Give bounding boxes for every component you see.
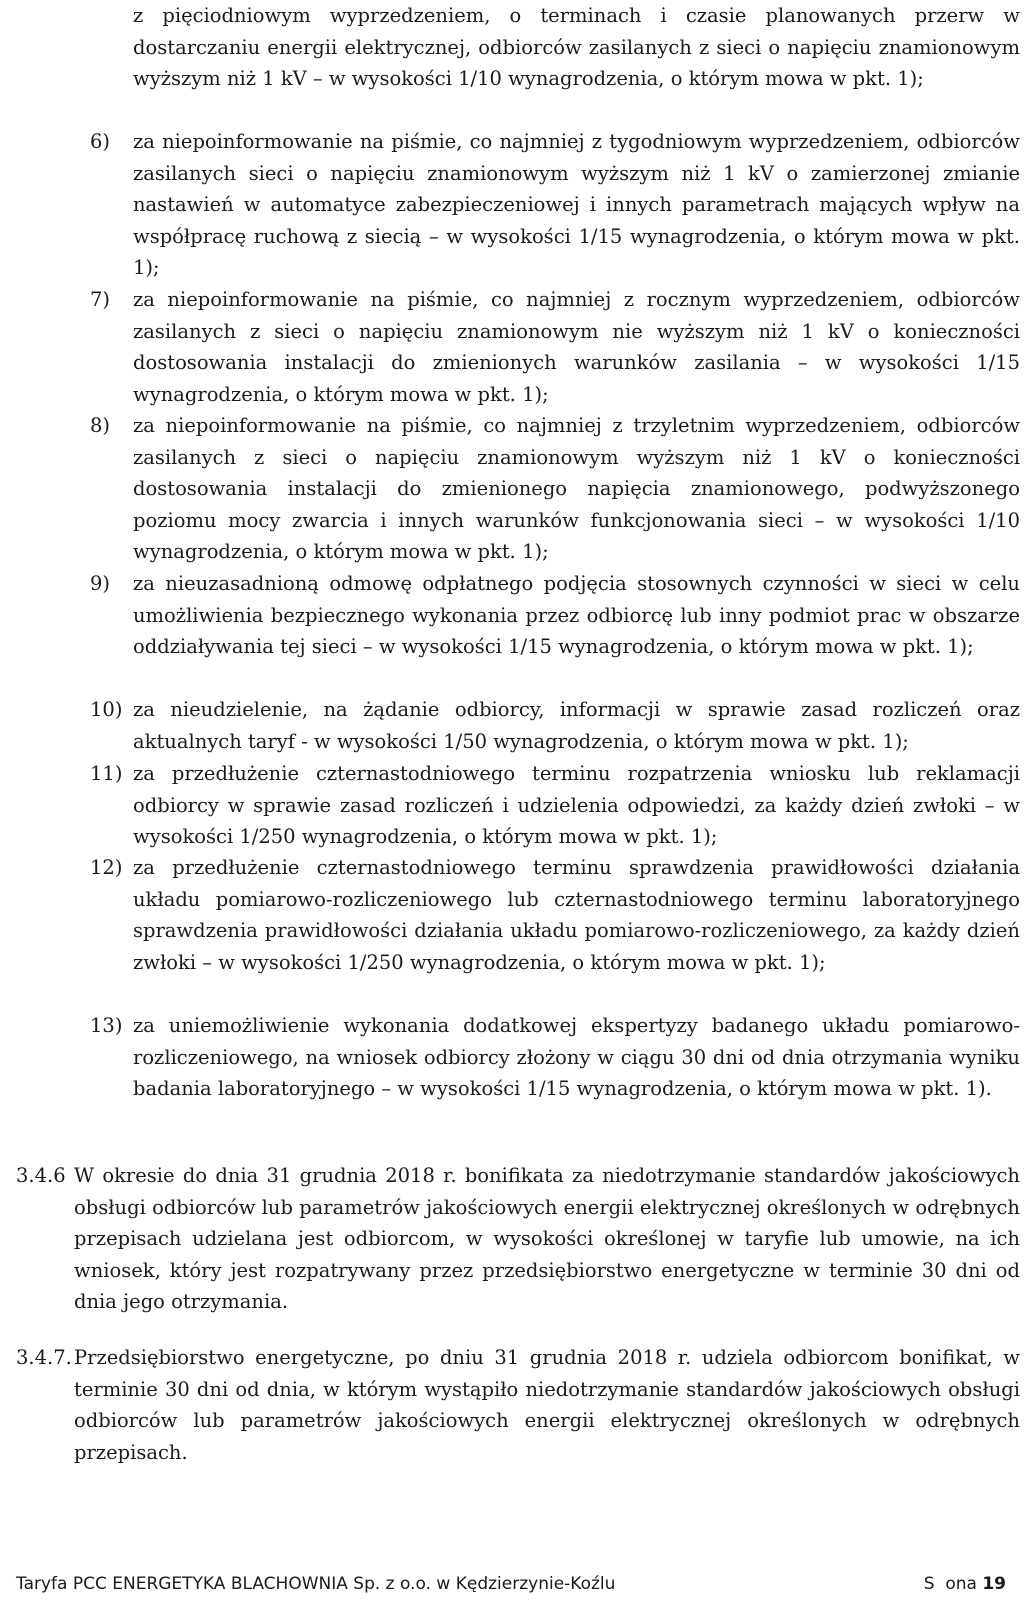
continuation-paragraph: z pięciodniowym wyprzedzeniem, o terminach i czasie planowanych przerw w dostarczaniu energii elektrycznej, odbiorców zasilanych z sieci o napięciu znamionowym wyższym niż 1 kV – w wysokości 1/10 wynagrodzenia, o którym mowa w pkt. 1); bbox=[133, 4, 1020, 90]
footer-page-indicator bbox=[924, 1568, 1006, 1600]
footer-page-number: 19 bbox=[982, 1574, 1006, 1594]
section-number: 3.4.6 bbox=[16, 1164, 66, 1187]
list-item-number: 11) bbox=[90, 762, 123, 785]
list-item-number: 9) bbox=[90, 572, 111, 595]
list-item-text: za uniemożliwienie wykonania dodatkowej ekspertyzy badanego układu pomiarowo-rozliczeniowego, na wniosek odbiorcy złożony w ciągu 30 dni od dnia otrzymania wyniku badania laboratoryjnego – w wysokości 1/15 wynagrodzenia, o którym mowa w pkt. 1). bbox=[133, 1014, 1020, 1100]
list-item-text: za przedłużenie czternastodniowego terminu rozpatrzenia wniosku lub reklamacji odbiorcy w sprawie zasad rozliczeń i udzielenia odpowiedzi, za każdy dzień zwłoki – w wysokości 1/250 wynagrodzenia, o którym mowa w pkt. 1); bbox=[133, 762, 1020, 848]
list-item-text: za nieudzielenie, na żądanie odbiorcy, informacji w sprawie zasad rozliczeń oraz aktualnych taryf - w wysokości 1/50 wynagrodzenia, o którym mowa w pkt. 1); bbox=[133, 698, 1020, 753]
list-item-number: 10) bbox=[90, 698, 123, 721]
list-item-text: za niepoinformowanie na piśmie, co najmniej z tygodniowym wyprzedzeniem, odbiorców zasilanych sieci o napięciu znamionowym wyższym niż 1 kV o zamierzonej zmianie nastawień w automatyce zabezpieczeniowej i innych parametrach mających wpływ na współpracę ruchową z siecią – w wysokości 1/15 wynagrodzenia, o którym mowa w pkt. 1); bbox=[133, 130, 1020, 279]
list-item-number: 7) bbox=[90, 288, 111, 311]
list-item bbox=[90, 758, 1020, 853]
list-item bbox=[90, 852, 1020, 978]
list-item-text: za niepoinformowanie na piśmie, co najmniej z rocznym wyprzedzeniem, odbiorców zasilanych z sieci o napięciu znamionowym nie wyższym niż 1 kV o konieczności dostosowania instalacji do zmienionych warunków zasilania – w wysokości 1/15 wynagrodzenia, o którym mowa w pkt. 1); bbox=[133, 288, 1020, 406]
list-item bbox=[90, 126, 1020, 284]
list-item-text: za przedłużenie czternastodniowego terminu sprawdzenia prawidłowości działania układu pomiarowo-rozliczeniowego lub czternastodniowego terminu laboratoryjnego sprawdzenia prawidłowości działania układu pomiarowo-rozliczeniowego, za każdy dzień zwłoki – w wysokości 1/250 wynagrodzenia, o którym mowa w pkt. 1); bbox=[133, 856, 1020, 974]
footer-document-title: Taryfa PCC ENERGETYKA BLACHOWNIA Sp. z o.o. w Kędzierzynie-Koźlu bbox=[16, 1574, 616, 1594]
list-item-text: za niepoinformowanie na piśmie, co najmniej z trzyletnim wyprzedzeniem, odbiorców zasilanych z sieci o napięciu znamionowym wyższym niż 1 kV o konieczności dostosowania instalacji do zmienionego napięcia znamionowego, podwyższonego poziomu mocy zwarcia i innych warunków funkcjonowania sieci – w wysokości 1/10 wynagrodzenia, o którym mowa w pkt. 1); bbox=[133, 414, 1020, 563]
list-item-number: 12) bbox=[90, 856, 123, 879]
list-item bbox=[90, 410, 1020, 568]
page-footer bbox=[16, 1568, 1006, 1600]
section-number: 3.4.7. bbox=[16, 1346, 72, 1369]
list-item bbox=[90, 1010, 1020, 1105]
section-paragraph bbox=[16, 1160, 1020, 1318]
list-item bbox=[90, 284, 1020, 410]
section-text: Przedsiębiorstwo energetyczne, po dniu 31 grudnia 2018 r. udziela odbiorcom bonifikat, w terminie 30 dni od dnia, w którym wystąpiło niedotrzymanie standardów jakościowych obsługi odbiorców lub parametrów jakościowych energii elektrycznej określonych w odrębnych przepisach. bbox=[74, 1346, 1020, 1464]
footer-page-label: S ona bbox=[923, 1574, 977, 1594]
list-item bbox=[90, 694, 1020, 757]
list-item-text: za nieuzasadnioną odmowę odpłatnego podjęcia stosownych czynności w sieci w celu umożliwienia bezpiecznego wykonania przez odbiorcę lub inny podmiot prac w obszarze oddziaływania tej sieci – w wysokości 1/15 wynagrodzenia, o którym mowa w pkt. 1); bbox=[133, 572, 1020, 658]
list-item bbox=[90, 568, 1020, 663]
list-item-number: 6) bbox=[90, 130, 111, 153]
list-item-number: 8) bbox=[90, 414, 111, 437]
section-paragraph bbox=[16, 1342, 1020, 1468]
list-item-number: 13) bbox=[90, 1014, 123, 1037]
section-text: W okresie do dnia 31 grudnia 2018 r. bonifikata za niedotrzymanie standardów jakościowych obsługi odbiorców lub parametrów jakościowych energii elektrycznej określonych w odrębnych przepisach udzielana jest odbiorcom, w wysokości określonej w taryfie lub umowie, na ich wniosek, który jest rozpatrywany przez przedsiębiorstwo energetyczne w terminie 30 dni od dnia jego otrzymania. bbox=[74, 1164, 1020, 1313]
